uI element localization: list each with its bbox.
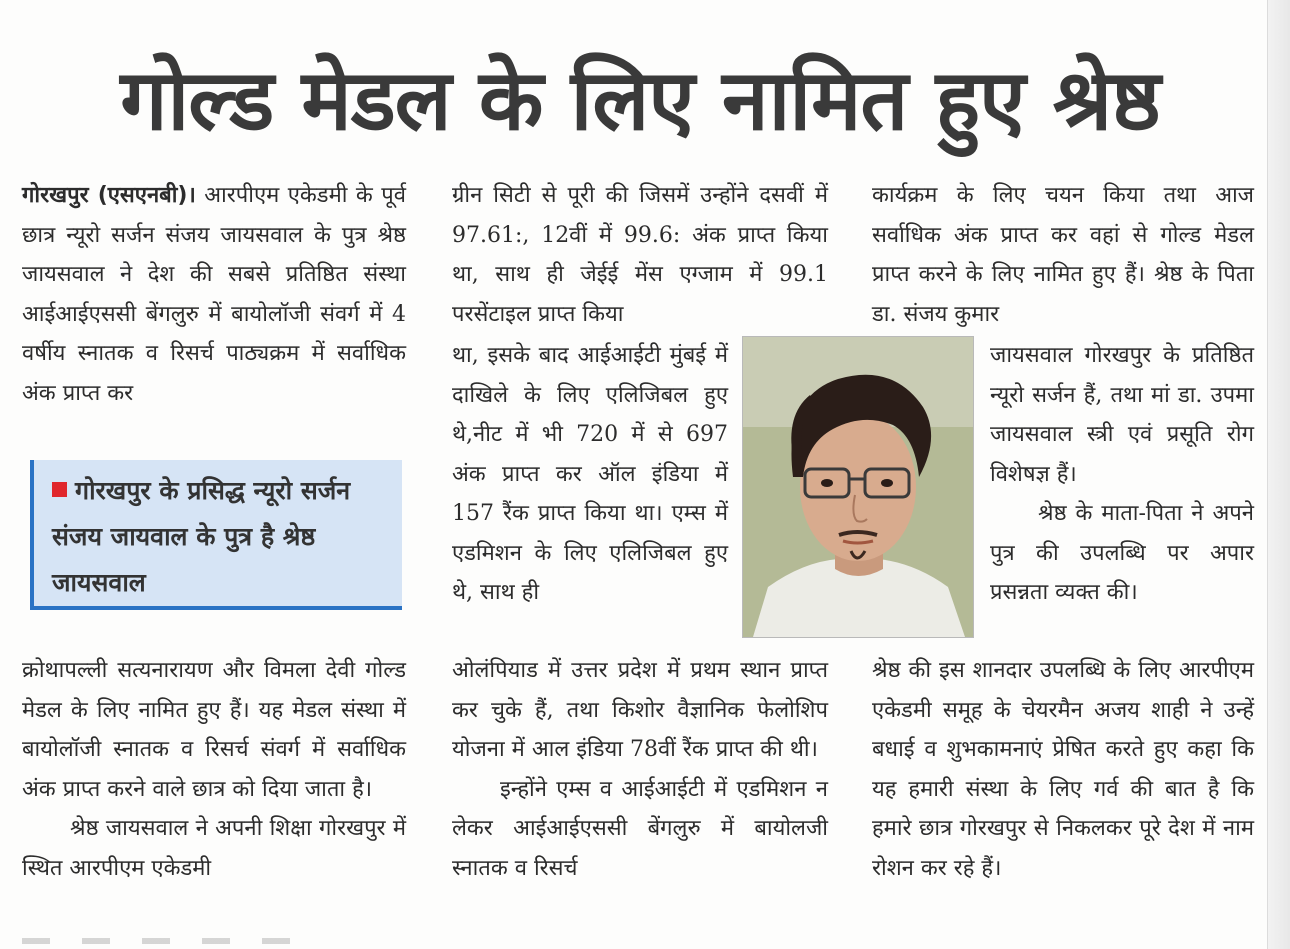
column-3-text-top: कार्यक्रम के लिए चयन किया तथा आज सर्वाधिक अंक प्राप्त कर वहां से गोल्ड मेडल प्राप्त करने के लिए नामित हुए हैं। श्रेष्ठ के पिता डा. संजय कुमार <box>872 183 1254 327</box>
pullquote-box <box>30 460 402 610</box>
column-2-text-bottom: ओलंपियाड में उत्तर प्रदेश में प्रथम स्थान प्राप्त कर चुके हैं, तथा किशोर वैज्ञानिक फेलोशिप योजना में आल इंडिया 78वीं रैंक प्राप्त की थी। <box>452 658 828 762</box>
column-1-paragraph-1 <box>22 176 406 413</box>
column-1-bottom <box>22 651 406 888</box>
column-3-paragraph-3: श्रेष्ठ की इस शानदार उपलब्धि के लिए आरपीएम एकेडमी समूह के चेयरमैन अजय शाही ने उन्हें बधाई व शुभकामनाएं प्रेषित करते हुए कहा कि यह हमारी संस्था के लिए गर्व की बात है कि हमारे छात्र गोरखपुर से निकलकर पूरे देश में नाम रोशन कर रहे हैं। <box>872 658 1254 881</box>
page-edge <box>1267 0 1290 949</box>
column-2-top <box>452 176 828 334</box>
column-2-middle <box>452 336 728 613</box>
headline: गोल्ड मेडल के लिए नामित हुए श्रेष्ठ <box>120 51 1160 149</box>
column-3-text-narrow: जायसवाल गोरखपुर के प्रतिष्ठित न्यूरो सर्जन हैं, तथा मां डा. उपमा जायसवाल स्त्री एवं प्रसूति रोग विशेषज्ञ हैं। <box>990 343 1254 487</box>
column-1-paragraph-3: श्रेष्ठ जायसवाल ने अपनी शिक्षा गोरखपुर में स्थित आरपीएम एकेडमी <box>22 816 406 881</box>
dateline: गोरखपुर (एसएनबी)। <box>22 183 196 208</box>
pullquote-text: गोरखपुर के प्रसिद्ध न्यूरो सर्जन संजय जायवाल के पुत्र है श्रेष्ठ जायसवाल <box>52 476 351 597</box>
bullet-icon <box>52 482 67 497</box>
column-2-text-top: ग्रीन सिटी से पूरी की जिसमें उन्होंने दसवीं में 97.61:, 12वीं में 99.6: अंक प्राप्त किया था, साथ ही जेईई मेंस एग्जाम में 99.1 परसेंटाइल प्राप्त किया <box>452 183 828 327</box>
column-2-text-narrow: था, इसके बाद आईआईटी मुंबई में दाखिले के लिए एलिजिबल हुए थे,नीट में भी 720 में से 697 अंक प्राप्त कर ऑल इंडिया में 157 रैंक प्राप्त किया था। एम्स में एडमिशन के लिए एलिजिबल हुए थे, साथ ही <box>452 343 728 605</box>
column-1-top <box>22 176 406 413</box>
column-3-middle <box>990 336 1254 613</box>
column-3-bottom <box>872 651 1254 888</box>
portrait-photo <box>742 336 974 638</box>
column-3-paragraph-2: श्रेष्ठ के माता-पिता ने अपने पुत्र की उपलब्धि पर अपार प्रसन्नता व्यक्त की। <box>990 501 1254 605</box>
column-2-bottom <box>452 651 828 888</box>
portrait-illustration <box>743 337 973 637</box>
page-bottom-marks <box>22 938 322 944</box>
column-2-paragraph-2: इन्होंने एम्स व आईआईटी में एडमिशन न लेकर आईआईएससी बेंगलुरु में बायोलजी स्नातक व रिसर्च <box>452 776 828 881</box>
column-1-paragraph-1-text: आरपीएम एकेडमी के पूर्व छात्र न्यूरो सर्जन संजय जायसवाल के पुत्र श्रेष्ठ जायसवाल ने देश की सबसे प्रतिष्ठित संस्था आईआईएससी बेंगलुरु में बायोलॉजी संवर्ग में 4 वर्षीय स्नातक व रिसर्च पाठ्यक्रम में सर्वाधिक अंक प्राप्त कर <box>22 183 406 406</box>
column-1-paragraph-2: क्रोथापल्ली सत्यनारायण और विमला देवी गोल्ड मेडल के लिए नामित हुए हैं। यह मेडल संस्था में बायोलॉजी स्नातक व रिसर्च संवर्ग में सर्वाधिक अंक प्राप्त करने वाले छात्र को दिया जाता है। <box>22 658 406 802</box>
column-3-top <box>872 176 1254 334</box>
